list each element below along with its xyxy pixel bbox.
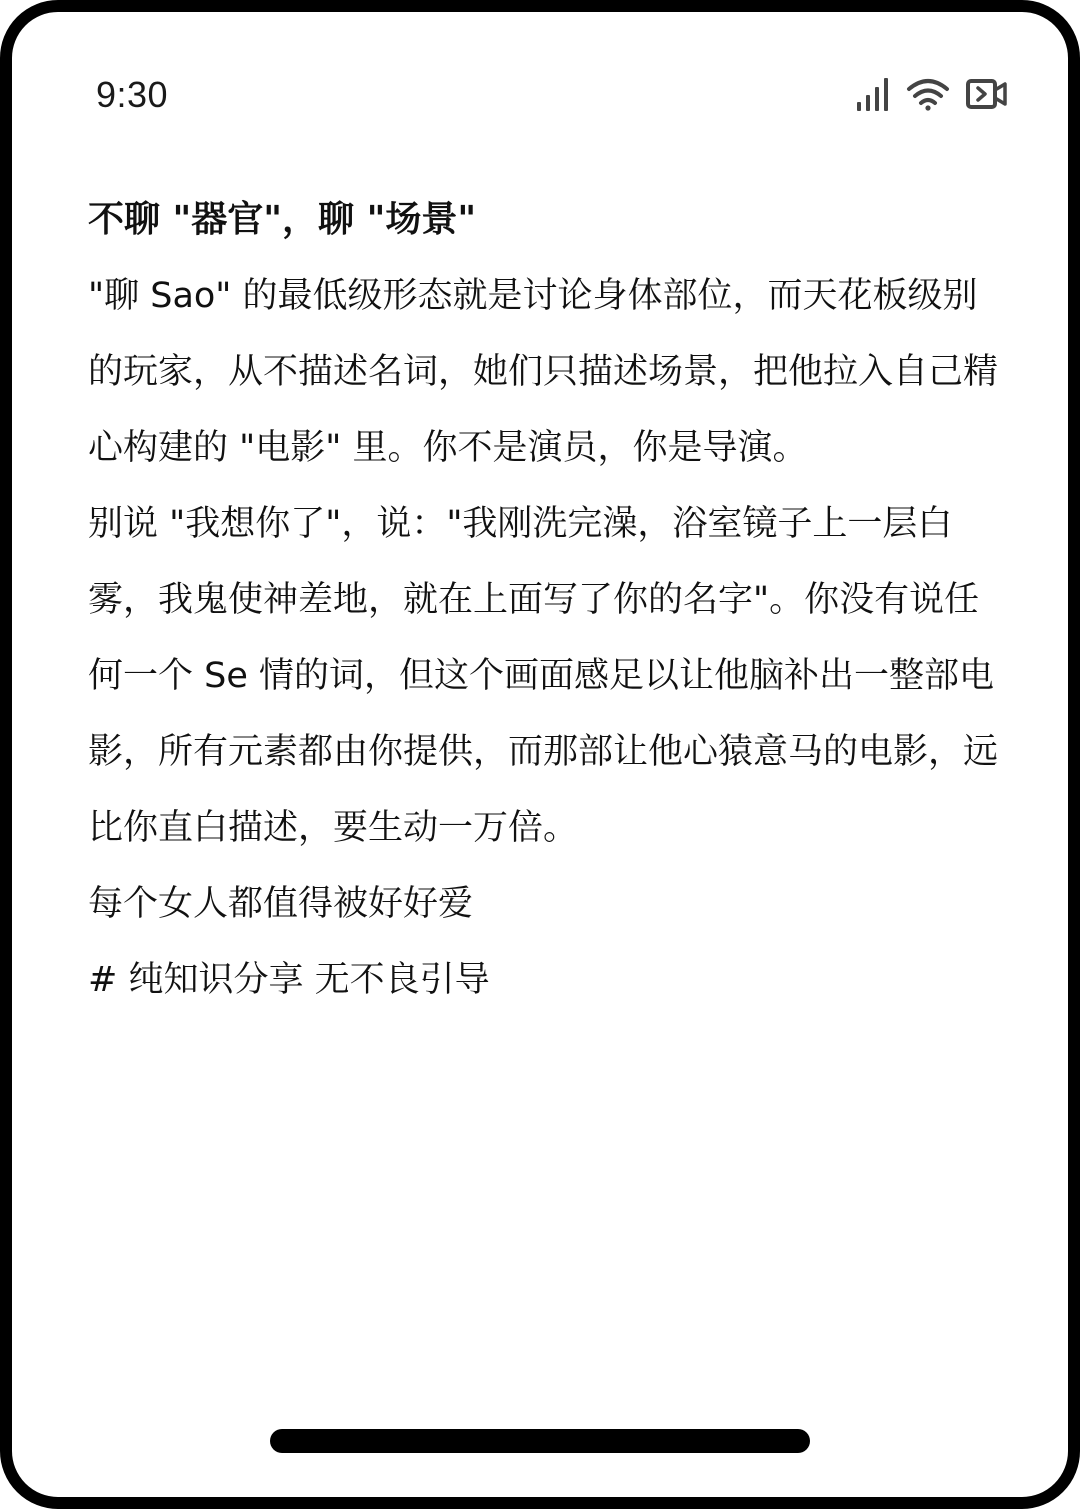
status-bar	[96, 72, 1008, 120]
post-paragraph-intro: "聊 Sao" 的最低级形态就是讨论身体部位，而天花板级别的玩家，从不描述名词，她们只描述场景，把他拉入自己精心构建的 "电影" 里。你不是演员，你是导演。	[88, 276, 999, 468]
post-content	[88, 182, 1008, 1018]
status-icons	[856, 74, 1008, 114]
signal-icon	[856, 76, 890, 112]
status-time: 9:30	[96, 74, 169, 115]
post-hashtag[interactable]: # 纯知识分享 无不良引导	[88, 960, 490, 1000]
post-paragraph-example: 别说 "我想你了"，说："我刚洗完澡，浴室镜子上一层白雾，我鬼使神差地，就在上面写了你的名字"。你没有说任何一个 Se 情的词，但这个画面感足以让他脑补出一整部电影，所有元素都由你提供，而那部让他心猿意马的电影，远比你直白描述，要生动一万倍。	[88, 504, 999, 848]
post-paragraph-closing: 每个女人都值得被好好爱	[88, 884, 474, 924]
post-title: 不聊 "器官"，聊 "场景"	[88, 199, 477, 240]
home-indicator[interactable]	[270, 1429, 810, 1453]
wifi-icon	[906, 77, 950, 111]
video-camera-icon	[966, 77, 1008, 111]
